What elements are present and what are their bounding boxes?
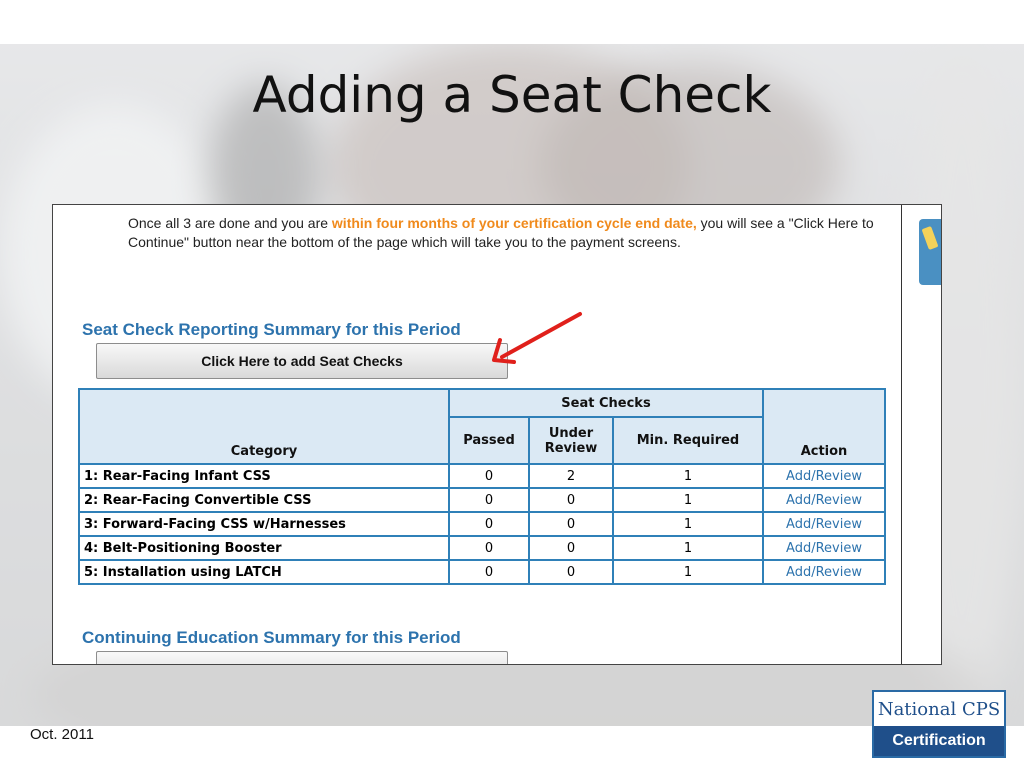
pencil-icon bbox=[922, 226, 939, 250]
slide-title: Adding a Seat Check bbox=[252, 66, 772, 124]
sidebar-tab[interactable] bbox=[919, 219, 942, 285]
header-action: Action bbox=[763, 389, 885, 464]
add-review-link[interactable]: Add/Review bbox=[763, 464, 885, 488]
add-review-link[interactable]: Add/Review bbox=[763, 560, 885, 584]
add-review-link[interactable]: Add/Review bbox=[763, 512, 885, 536]
table-row: 4: Belt-Positioning Booster 0 0 1 Add/Review bbox=[79, 536, 885, 560]
panel-divider bbox=[901, 205, 902, 665]
add-review-link[interactable]: Add/Review bbox=[763, 536, 885, 560]
seat-check-summary-table bbox=[78, 388, 886, 585]
table-row: 2: Rear-Facing Convertible CSS 0 0 1 Add/Review bbox=[79, 488, 885, 512]
header-category: Category bbox=[79, 389, 449, 464]
table-row: 3: Forward-Facing CSS w/Harnesses 0 0 1 Add/Review bbox=[79, 512, 885, 536]
seat-check-section-title: Seat Check Reporting Summary for this Period bbox=[82, 320, 461, 339]
header-passed: Passed bbox=[449, 417, 529, 464]
national-cps-logo bbox=[872, 690, 1006, 758]
logo-line2: Certification bbox=[874, 726, 1004, 756]
continuing-education-button[interactable] bbox=[96, 651, 508, 665]
add-review-link[interactable]: Add/Review bbox=[763, 488, 885, 512]
intro-highlight: within four months of your certification cycle end date, bbox=[331, 215, 697, 231]
screenshot-panel bbox=[52, 204, 942, 665]
table-row: 1: Rear-Facing Infant CSS 0 2 1 Add/Review bbox=[79, 464, 885, 488]
add-seat-checks-button[interactable]: Click Here to add Seat Checks bbox=[96, 343, 508, 379]
header-under-review: Under Review bbox=[529, 417, 613, 464]
header-min-required: Min. Required bbox=[613, 417, 763, 464]
header-seat-checks: Seat Checks bbox=[449, 389, 763, 417]
continuing-education-section-title: Continuing Education Summary for this Period bbox=[82, 628, 461, 647]
footer-date: Oct. 2011 bbox=[30, 726, 94, 743]
red-arrow-icon bbox=[488, 310, 584, 366]
table-row: 5: Installation using LATCH 0 0 1 Add/Review bbox=[79, 560, 885, 584]
intro-text: Once all 3 are done and you are within four months of your certification cycle end date, you will see a "Click Here to Continue" button near the bottom of the page which will take you to the payment screens. bbox=[128, 215, 874, 250]
logo-line1: National CPS bbox=[877, 699, 1001, 720]
